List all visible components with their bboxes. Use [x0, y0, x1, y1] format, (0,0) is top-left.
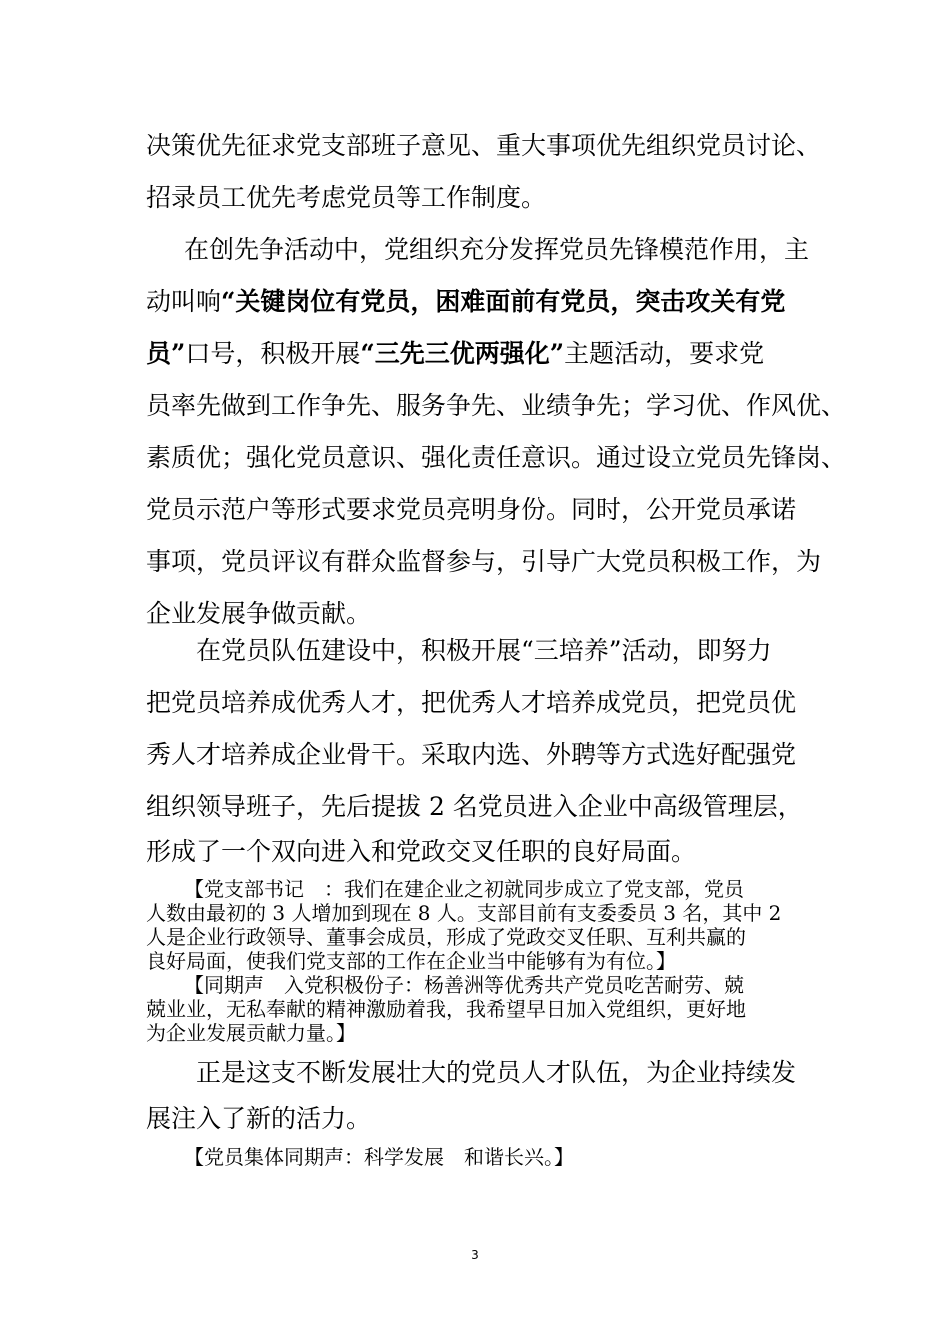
paragraph-4-line-2: 展注入了新的活力。: [146, 1104, 372, 1133]
quote-1-line-2: 人数由最初的 3 人增加到现在 8 人。支部目前有支委委员 3 名，其中 2: [146, 901, 782, 925]
paragraph-2-line-3: [146, 339, 764, 369]
paragraph-3-line-2: 把党员培养成优秀人才，把优秀人才培养成党员，把党员优: [146, 688, 797, 717]
paragraph-2-line-6: 党员示范户等形式要求党员亮明身份。同时，公开党员承诺: [146, 495, 797, 524]
quote-1-line-3: 人是企业行政领导、董事会成员，形成了党政交叉任职、互利共赢的: [146, 925, 746, 949]
paragraph-2-text: 动叫响: [146, 287, 222, 316]
page-number: 3: [471, 1248, 479, 1262]
paragraph-2-line-4: 员率先做到工作争先、服务争先、业绩争先；学习优、作风优、: [146, 391, 847, 420]
quote-1-line-4: 良好局面，使我们党支部的工作在企业当中能够有为有位。】: [146, 949, 676, 973]
quote-2-line-1: 【同期声 入党积极份子：杨善洲等优秀共产党员吃苦耐劳、兢: [184, 973, 744, 997]
paragraph-1-line-1: 决策优先征求党支部班子意见、重大事项优先组织党员讨论、: [146, 131, 822, 160]
quote-1-line-1: 【党支部书记 ：我们在建企业之初就同步成立了党支部，党员: [184, 877, 744, 901]
quote-2-line-2: 兢业业，无私奉献的精神激励着我，我希望早日加入党组织，更好地: [146, 997, 746, 1021]
paragraph-2-text: 口号，积极开展: [185, 339, 361, 368]
paragraph-3-line-1: 在党员队伍建设中，积极开展“三培养”活动，即努力: [196, 636, 772, 665]
quote-2-line-3: 为企业发展贡献力量。】: [146, 1021, 356, 1045]
paragraph-3-line-4: 组织领导班子，先后提拔 2 名党员进入企业中高级管理层，: [146, 792, 803, 821]
slogan-bold: “关键岗位有党员，困难面前有党员，突击攻关有党: [221, 287, 786, 316]
paragraph-2-line-7: 事项，党员评议有群众监督参与，引导广大党员积极工作，为: [146, 547, 822, 576]
paragraph-3-line-5: 形成了一个双向进入和党政交叉任职的良好局面。: [146, 837, 697, 866]
paragraph-2-line-2: [146, 287, 785, 317]
theme-activity-bold: “三先三优两强化”: [360, 339, 565, 368]
paragraph-1-line-2: 招录员工优先考虑党员等工作制度。: [146, 183, 547, 212]
paragraph-3-line-3: 秀人才培养成企业骨干。采取内选、外聘等方式选好配强党: [146, 740, 797, 769]
paragraph-2-line-1: 在创先争活动中，党组织充分发挥党员先锋模范作用，主: [184, 235, 810, 264]
paragraph-4-line-1: 正是这支不断发展壮大的党员人才队伍，为企业持续发: [196, 1058, 797, 1087]
paragraph-2-line-5: 素质优；强化党员意识、强化责任意识。通过设立党员先锋岗、: [146, 443, 847, 472]
quote-3-line-1: 【党员集体同期声：科学发展 和谐长兴。】: [184, 1145, 574, 1169]
paragraph-2-text: 主题活动，要求党: [564, 339, 765, 368]
paragraph-2-line-8: 企业发展争做贡献。: [146, 599, 372, 628]
slogan-bold-end: 员”: [146, 339, 186, 368]
